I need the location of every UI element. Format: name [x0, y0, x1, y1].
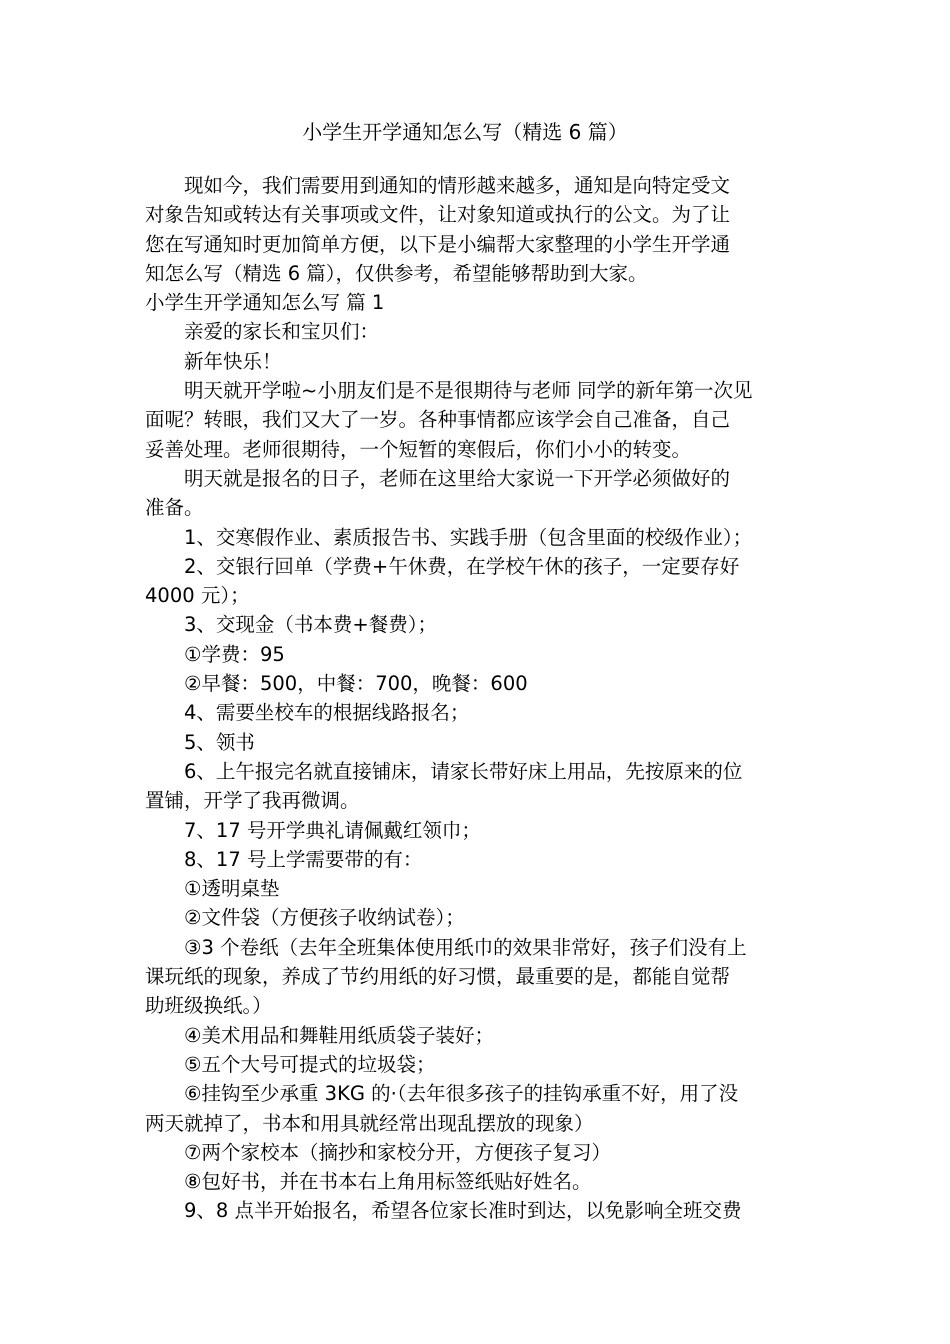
- list-item: ⑤五个大号可提式的垃圾袋；: [184, 1052, 436, 1076]
- list-item-continuation: 置铺，开学了我再微调。: [145, 789, 360, 813]
- list-item: ⑧包好书，并在书本右上角用标签纸贴好姓名。: [184, 1170, 592, 1194]
- paragraph-line: 准备。: [145, 496, 204, 520]
- paragraph-line: 亲爱的家长和宝贝们：: [184, 320, 380, 344]
- list-item-continuation: 两天就掉了，书本和用具就经常出现乱摆放的现象）: [145, 1111, 594, 1135]
- list-item: ①透明桌垫: [184, 877, 280, 901]
- document-title: 小学生开学通知怎么写（精选 6 篇）: [302, 120, 628, 144]
- section-heading: 小学生开学通知怎么写 篇 1: [145, 291, 385, 315]
- paragraph-line: 您在写通知时更加简单方便，以下是小编帮大家整理的小学生开学通: [145, 232, 731, 256]
- paragraph-line: 明天就是报名的日子，老师在这里给大家说一下开学必须做好的: [184, 466, 731, 490]
- list-item: 3、交现金（书本费+餐费）；: [184, 613, 437, 637]
- list-item: 2、交银行回单（学费+午休费，在学校午休的孩子，一定要存好: [184, 554, 740, 578]
- list-item: 9、8 点半开始报名，希望各位家长准时到达，以免影响全班交费: [184, 1199, 742, 1223]
- list-item: 1、交寒假作业、素质报告书、实践手册（包含里面的校级作业）；: [184, 525, 753, 549]
- list-item: 7、17 号开学典礼请佩戴红领巾；: [184, 818, 481, 842]
- list-item: 6、上午报完名就直接铺床，请家长带好床上用品，先按原来的位: [184, 759, 743, 783]
- list-item: ④美术用品和舞鞋用纸质袋子装好；: [184, 1023, 494, 1047]
- list-item: 5、领书: [184, 730, 255, 754]
- list-item-continuation: 课玩纸的现象，养成了节约用纸的好习惯，最重要的是，都能自觉帮: [145, 965, 731, 989]
- document-body: [145, 171, 825, 1226]
- list-item: 8、17 号上学需要带的有：: [184, 847, 423, 871]
- list-item: ③3 个卷纸（去年全班集体使用纸巾的效果非常好，孩子们没有上: [184, 935, 747, 959]
- paragraph-line: 面呢？转眼，我们又大了一岁。各种事情都应该学会自己准备，自己: [145, 408, 731, 432]
- paragraph-line: 知怎么写（精选 6 篇），仅供参考，希望能够帮助到大家。: [145, 261, 648, 285]
- list-item: ①学费：95: [184, 642, 285, 666]
- list-item: ②文件袋（方便孩子收纳试卷）；: [184, 906, 465, 930]
- paragraph-line: 妥善处理。老师很期待，一个短暂的寒假后，你们小小的转变。: [145, 437, 692, 461]
- list-item: ②早餐：500，中餐：700，晚餐：600: [184, 672, 528, 696]
- paragraph-line: 对象告知或转达有关事项或文件，让对象知道或执行的公文。为了让: [145, 203, 731, 227]
- paragraph-line: 新年快乐！: [184, 349, 282, 373]
- list-item: 4、需要坐校车的根据线路报名；: [184, 701, 470, 725]
- paragraph-line: 明天就开学啦~小朋友们是不是很期待与老师 同学的新年第一次见: [184, 379, 753, 403]
- list-item-continuation: 助班级换纸。）: [145, 994, 272, 1018]
- list-item-continuation: 4000 元）；: [145, 584, 250, 608]
- paragraph-line: 现如今，我们需要用到通知的情形越来越多，通知是向特定受文: [184, 174, 731, 197]
- list-item: ⑥挂钩至少承重 3KG 的·（去年很多孩子的挂钩承重不好，用了没: [184, 1082, 739, 1106]
- list-item: ⑦两个家校本（摘抄和家校分开，方便孩子复习）: [184, 1140, 611, 1164]
